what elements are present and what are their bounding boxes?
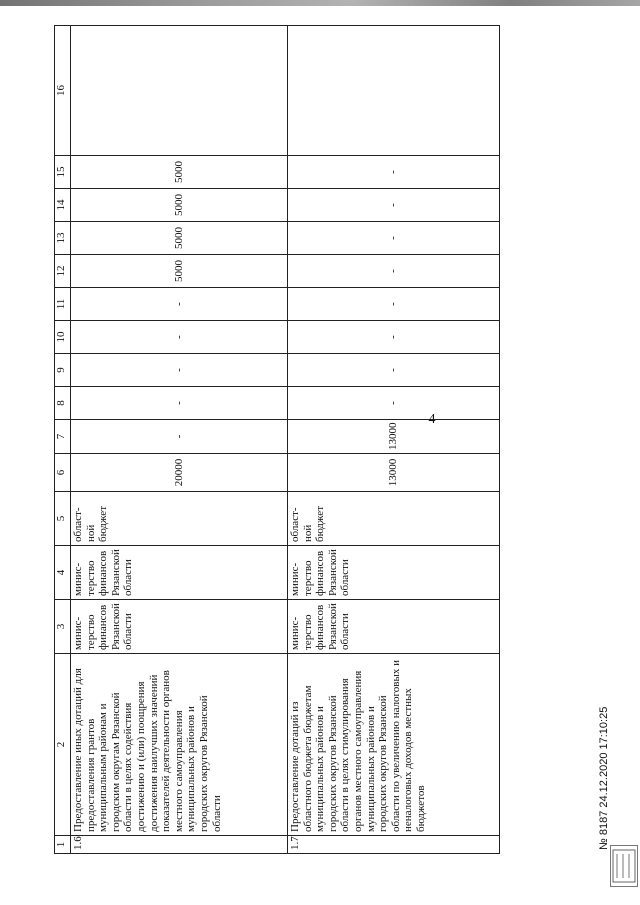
- program-table: [54, 25, 500, 854]
- header-cell: 3: [55, 600, 71, 654]
- value-col6: 13000: [288, 454, 500, 492]
- value-col7: 13000: [288, 420, 500, 454]
- header-cell: 7: [55, 420, 71, 454]
- header-row: [55, 26, 71, 854]
- value-col13: 5000: [71, 222, 288, 255]
- executor-cell: минис-терство финансов Рязанской области: [288, 600, 500, 654]
- value-col11: -: [71, 288, 288, 321]
- funding-source: област-ной бюджет: [71, 492, 288, 546]
- header-cell: 12: [55, 255, 71, 288]
- value-col16: [288, 26, 500, 156]
- header-cell: 15: [55, 156, 71, 189]
- scan-edge-artifact: [0, 0, 640, 6]
- value-col8: -: [288, 387, 500, 420]
- table-row: [288, 26, 500, 854]
- value-col9: -: [71, 354, 288, 387]
- value-col14: 5000: [71, 189, 288, 222]
- value-col15: -: [288, 156, 500, 189]
- measure-name: Предоставление дотаций из областного бюджета бюджетам муниципальных районов и городских округов Рязанской области в целях стимулирования органов местного самоуправления муниципальных районов и городских округов Рязанской области по увеличению налоговых и неналоговых доходов местных бюджетов: [288, 654, 500, 836]
- value-col16: [71, 26, 288, 156]
- header-cell: 13: [55, 222, 71, 255]
- value-col10: -: [288, 321, 500, 354]
- value-col10: -: [71, 321, 288, 354]
- value-col7: -: [71, 420, 288, 454]
- header-cell: 2: [55, 654, 71, 836]
- value-col14: -: [288, 189, 500, 222]
- value-col8: -: [71, 387, 288, 420]
- value-col11: -: [288, 288, 500, 321]
- manager-cell: минис-терство финансов Рязанской области: [71, 546, 288, 600]
- rotated-table-container: [54, 54, 500, 854]
- row-number: 1.7: [288, 836, 500, 854]
- header-cell: 1: [55, 836, 71, 854]
- header-cell: 16: [55, 26, 71, 156]
- row-number: 1.6: [71, 836, 288, 854]
- header-cell: 6: [55, 454, 71, 492]
- registration-footer: № 8187 24.12.2020 17:10:25: [598, 706, 610, 850]
- value-col12: -: [288, 255, 500, 288]
- header-cell: 8: [55, 387, 71, 420]
- header-cell: 11: [55, 288, 71, 321]
- funding-source: област-ной бюджет: [288, 492, 500, 546]
- table-row: [71, 26, 288, 854]
- value-col12: 5000: [71, 255, 288, 288]
- header-cell: 14: [55, 189, 71, 222]
- measure-name: Предоставление иных дотаций для предоставления грантов муниципальным районам и городским округам Рязанской области в целях содействия достижению и (или) поощрения достижения наилучших значений показателей деятельности органов местного самоуправления муниципальных районов и городских округов Рязанской области: [71, 654, 288, 836]
- page-number: 4: [428, 412, 436, 427]
- seal-icon: [610, 845, 638, 887]
- manager-cell: минис-терство финансов Рязанской области: [288, 546, 500, 600]
- executor-cell: минис-терство финансов Рязанской области: [71, 600, 288, 654]
- header-cell: 10: [55, 321, 71, 354]
- header-cell: 9: [55, 354, 71, 387]
- header-cell: 4: [55, 546, 71, 600]
- value-col15: 5000: [71, 156, 288, 189]
- header-cell: 5: [55, 492, 71, 546]
- value-col9: -: [288, 354, 500, 387]
- value-col6: 20000: [71, 454, 288, 492]
- value-col13: -: [288, 222, 500, 255]
